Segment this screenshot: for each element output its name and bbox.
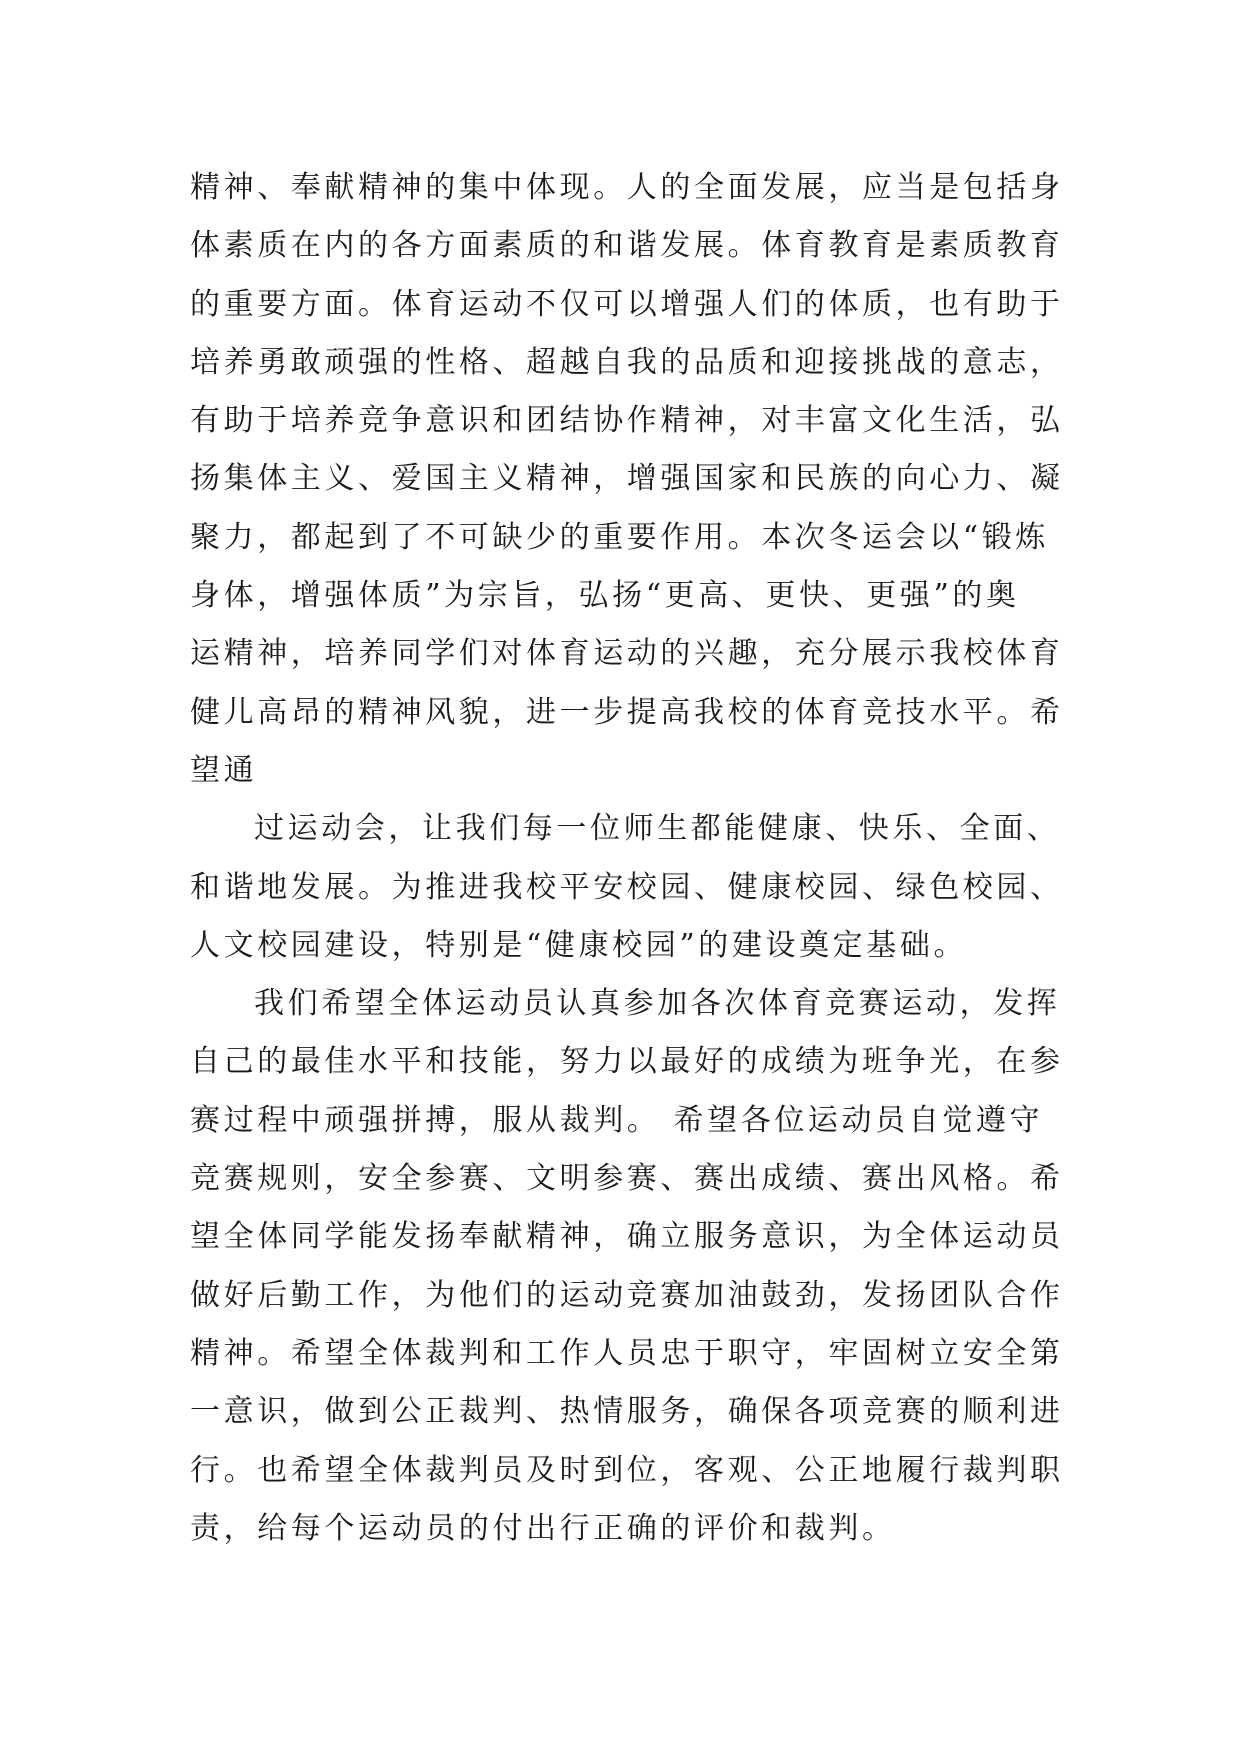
text-line: 赛过程中顽强拼搏，服从裁判。 希望各位运动员自觉遵守 [190,1102,1044,1138]
text-line: 一意识，做到公正裁判、热情服务，确保各项竞赛的顺利进 [190,1394,1064,1430]
text-line: 精神、奉献精神的集中体现。人的全面发展，应当是包括身 [190,170,1064,205]
text-line: 做好后勤工作，为他们的运动竞赛加油鼓劲，发扬团队合作 [190,1277,1064,1313]
text-line: 望全体同学能发扬奉献精神，确立服务意识，为全体运动员 [190,1219,1064,1255]
text-line: 竞赛规则，安全参赛、文明参赛、赛出成绩、赛出风格。希 [190,1161,1064,1197]
paragraph-3 [190,975,1070,1558]
text-line: 自己的最佳水平和技能，努力以最好的成绩为班争光，在参 [190,1044,1064,1080]
text-line: 健儿高昂的精神风貌，进一步提高我校的体育竞技水平。希 [190,694,1064,730]
text-line: 望通 [190,752,258,788]
text-line: 我们希望全体运动员认真参加各次体育竞赛运动，发挥 [254,986,1061,1022]
text-line: 扬集体主义、爱国主义精神，增强国家和民族的向心力、凝 [190,461,1064,497]
text-line: 行。也希望全体裁判员及时到位，客观、公正地履行裁判职 [190,1452,1064,1488]
text-line: 精神。希望全体裁判和工作人员忠于职守，牢固树立安全第 [190,1335,1064,1371]
text-line: 体素质在内的各方面素质的和谐发展。体育教育是素质教育 [190,228,1064,264]
text-line: 聚力，都起到了不可缺少的重要作用。本次冬运会以“锻炼 [190,519,1049,555]
text-line: 过运动会，让我们每一位师生都能健康、快乐、全面、 [254,811,1061,847]
paragraph-1 [190,159,1070,800]
text-line: 运精神，培养同学们对体育运动的兴趣，充分展示我校体育 [190,636,1064,672]
document-body [190,159,1070,1558]
text-line: 人文校园建设，特别是“健康校园”的建设奠定基础。 [190,927,968,963]
text-line: 有助于培养竞争意识和团结协作精神，对丰富文化生活，弘 [190,403,1064,439]
text-line: 身体，增强体质”为宗旨，弘扬“更高、更快、更强”的奥 [190,578,1020,614]
text-line: 和谐地发展。为推进我校平安校园、健康校园、绿色校园、 [190,869,1064,905]
text-line: 的重要方面。体育运动不仅可以增强人们的体质，也有助于 [190,286,1064,322]
text-line: 责，给每个运动员的付出行正确的评价和裁判。 [190,1510,896,1546]
paragraph-2 [190,800,1070,975]
text-line: 培养勇敢顽强的性格、超越自我的品质和迎接挑战的意志， [190,344,1064,380]
